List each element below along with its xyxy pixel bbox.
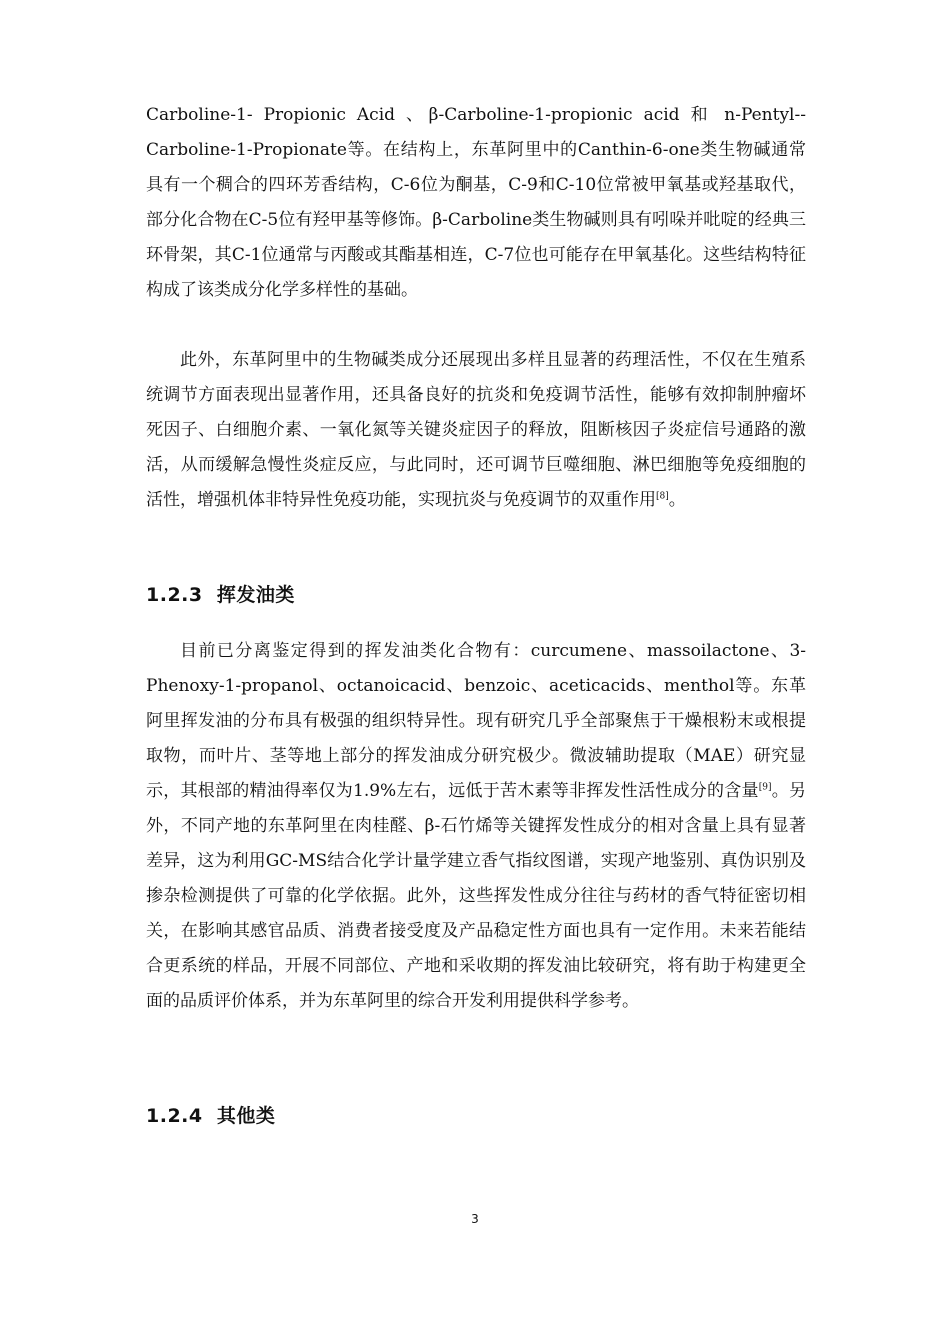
page-number: 3 — [471, 1212, 479, 1226]
paragraph-alkaloid-pharmacology-text: 此外，东革阿里中的生物碱类成分还展现出多样且显著的药理活性，不仅在生殖系统调节方面表现出显著作用，还具备良好的抗炎和免疫调节活性，能够有效抑制肿瘤坏死因子、白细胞介素、一氧化氮等关键炎症因子的释放，阻断核因子炎症信号通路的激活，从而缓解急慢性炎症反应，与此同时，还可调节巨噬细胞、淋巴细胞等免疫细胞的活性，增强机体非特异性免疫功能，实现抗炎与免疫调节的双重作用 — [146, 350, 806, 510]
section-number: 1.2.4 — [146, 1105, 203, 1127]
paragraph-end-mark: 。 — [668, 490, 686, 510]
paragraph-alkaloid-structure — [146, 98, 806, 308]
citation-9: [9] — [758, 782, 772, 793]
paragraph-volatile-oils-text-a: 目前已分离鉴定得到的挥发油类化合物有：curcumene、massoilactone、3-Phenoxy-1-propanol、octanoicacid、benzoic、aceticacids、menthol等。东革阿里挥发油的分布具有极强的组织特异性。现有研究几乎全部聚焦于干燥根粉末或根提取物，而叶片、茎等地上部分的挥发油成分研究极少。微波辅助提取（MAE）研究显示，其根部的精油得率仅为1.9%左右，远低于苦木素等非挥发性活性成分的含量 — [146, 641, 806, 801]
citation-8: [8] — [656, 491, 669, 502]
section-heading-others — [146, 1101, 275, 1128]
section-title: 其他类 — [216, 1105, 276, 1127]
section-number: 1.2.3 — [146, 584, 203, 606]
paragraph-alkaloid-structure-text: Carboline-1- Propionic Acid 、β-Carboline-1-propionic acid 和 n-Pentyl--Carboline-1-Propionate等。在结构上，东革阿里中的Canthin-6-one类生物碱通常具有一个稠合的四环芳香结构，C-6位为酮基，C-9和C-10位常被甲氧基或羟基取代，部分化合物在C-5位有羟甲基等修饰。β-Carboline类生物碱则具有吲哚并吡啶的经典三环骨架，其C-1位通常与丙酸或其酯基相连，C-7位也可能存在甲氧基化。这些结构特征构成了该类成分化学多样性的基础。 — [146, 105, 806, 300]
section-title: 挥发油类 — [216, 584, 295, 606]
paragraph-alkaloid-pharmacology — [146, 343, 806, 518]
paragraph-volatile-oils-text-b: 。另外，不同产地的东革阿里在肉桂醛、β-石竹烯等关键挥发性成分的相对含量上具有显著差异，这为利用GC-MS结合化学计量学建立香气指纹图谱，实现产地鉴别、真伪识别及掺杂检测提供了可靠的化学依据。此外，这些挥发性成分往往与药材的香气特征密切相关，在影响其感官品质、消费者接受度及产品稳定性方面也具有一定作用。未来若能结合更系统的样品，开展不同部位、产地和采收期的挥发油比较研究，将有助于构建更全面的品质评价体系，并为东革阿里的综合开发利用提供科学参考。 — [146, 781, 807, 1011]
section-heading-volatile-oils — [146, 580, 295, 607]
paragraph-volatile-oils — [146, 634, 806, 1019]
